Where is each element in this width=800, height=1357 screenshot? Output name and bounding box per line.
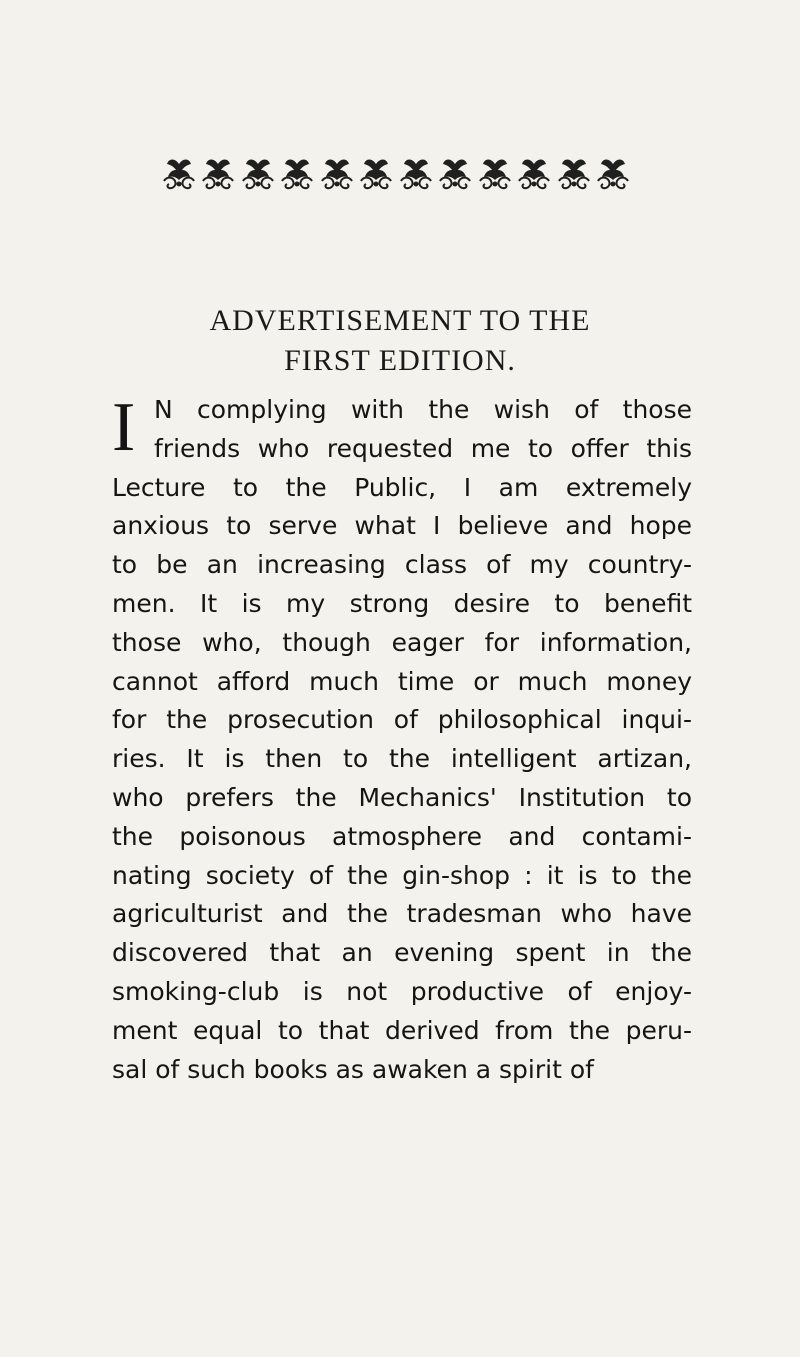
ornament-icon bbox=[555, 157, 593, 191]
page-title-line-1: ADVERTISEMENT TO THE bbox=[209, 304, 591, 337]
ornament-icon bbox=[436, 157, 474, 191]
text-line-content: Lecture to the Public, I am extremely bbox=[112, 472, 692, 502]
text-line-content: for the prosecution of philosophical inqui- bbox=[112, 705, 692, 735]
text-line bbox=[112, 624, 692, 663]
text-line bbox=[112, 857, 692, 896]
text-line-content: cannot afford much time or much money bbox=[112, 666, 692, 696]
text-line bbox=[112, 701, 692, 740]
page-title-line-2: FIRST EDITION. bbox=[284, 344, 516, 377]
text-line bbox=[112, 585, 692, 624]
text-line bbox=[112, 779, 692, 818]
text-line bbox=[112, 391, 692, 430]
ornament-icon bbox=[239, 157, 277, 191]
text-line-content: the poisonous atmosphere and contami- bbox=[112, 821, 692, 851]
text-line-content: men. It is my strong desire to benefit bbox=[112, 588, 692, 618]
body-text bbox=[112, 391, 692, 1089]
text-line bbox=[112, 934, 692, 973]
text-line bbox=[112, 740, 692, 779]
text-line bbox=[112, 895, 692, 934]
text-line bbox=[112, 973, 692, 1012]
text-line-content: sal of such books as awaken a spirit of bbox=[112, 1054, 594, 1084]
ornament-icon bbox=[594, 157, 632, 191]
text-line-content: agriculturist and the tradesman who have bbox=[112, 899, 692, 929]
text-line bbox=[112, 1012, 692, 1051]
text-line bbox=[112, 1051, 692, 1090]
ornament-icon bbox=[318, 157, 356, 191]
text-line-content: friends who requested me to offer this bbox=[154, 433, 692, 463]
text-line-content: smoking-club is not productive of enjoy- bbox=[112, 976, 692, 1006]
text-line bbox=[112, 546, 692, 585]
text-line-content: N complying with the wish of those bbox=[154, 395, 692, 424]
ornament-icon bbox=[476, 157, 514, 191]
text-line-content: anxious to serve what I believe and hope bbox=[112, 511, 692, 541]
text-line-content: discovered that an evening spent in the bbox=[112, 938, 692, 968]
ornament-border bbox=[160, 156, 632, 192]
text-line-content: nating society of the gin-shop : it is to the bbox=[112, 860, 692, 890]
drop-cap: I bbox=[112, 389, 136, 466]
text-line bbox=[112, 507, 692, 546]
text-line bbox=[112, 663, 692, 702]
ornament-icon bbox=[515, 157, 553, 191]
ornament-icon bbox=[278, 157, 316, 191]
ornament-icon bbox=[357, 157, 395, 191]
ornament-icon bbox=[397, 157, 435, 191]
ornament-icon bbox=[160, 157, 198, 191]
text-line-content: ries. It is then to the intelligent artizan, bbox=[112, 744, 692, 774]
text-line-content: to be an increasing class of my country- bbox=[112, 550, 692, 580]
text-line-content: who prefers the Mechanics' Institution to bbox=[112, 782, 692, 812]
text-line bbox=[112, 818, 692, 857]
ornament-icon bbox=[199, 157, 237, 191]
text-line-content: those who, though eager for information, bbox=[112, 627, 692, 657]
text-line bbox=[112, 430, 692, 469]
text-line bbox=[112, 469, 692, 508]
text-line-content: ment equal to that derived from the peru- bbox=[112, 1015, 692, 1045]
